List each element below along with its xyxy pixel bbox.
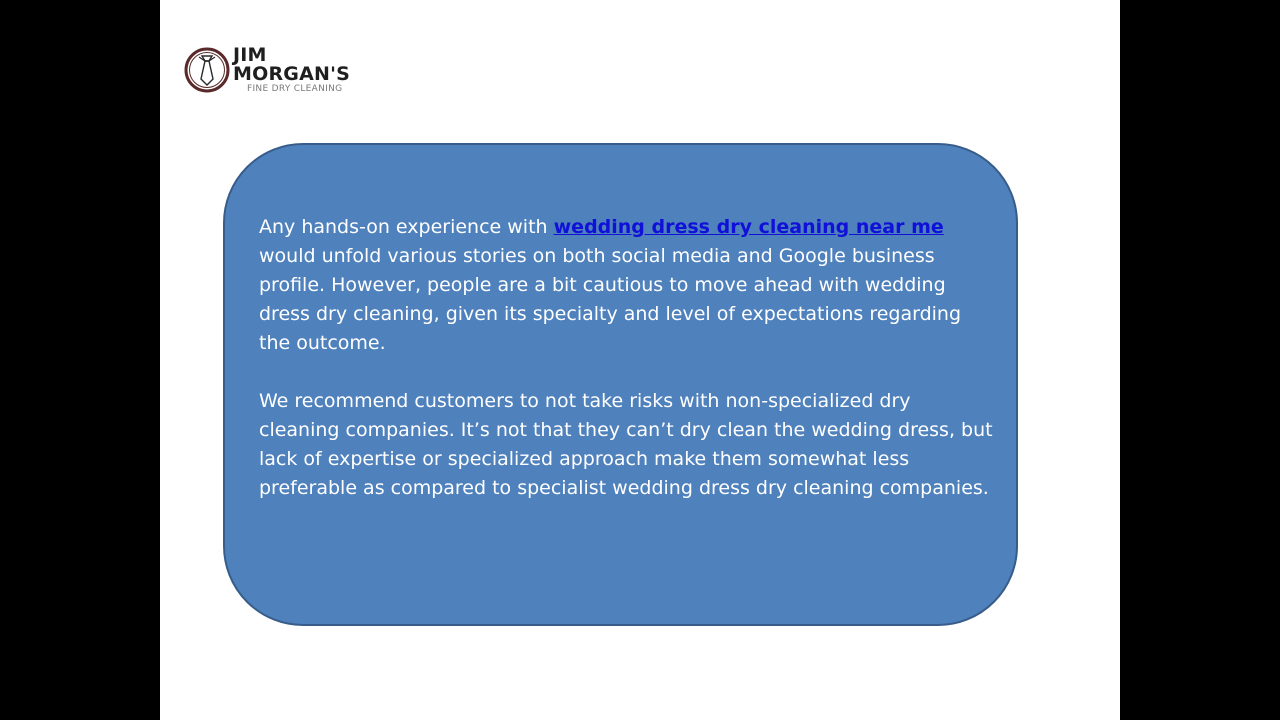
- presentation-slide: [160, 0, 1120, 720]
- paragraph-2: We recommend customers to not take risks with non-specialized dry cleaning companies. It’s not that they can’t dry clean the wedding dress, but lack of expertise or specialized approach make them somewhat less preferable as compared to specialist wedding dress dry cleaning companies.: [259, 390, 993, 499]
- content-text: [259, 213, 994, 532]
- paragraph-1-rest: would unfold various stories on both social media and Google business profile. However, people are a bit cautious to move ahead with wedding dress dry cleaning, given its specialty and level of expectations regarding the outcome.: [259, 245, 962, 354]
- company-logo: [184, 44, 374, 96]
- tie-logo-icon: [184, 47, 230, 93]
- paragraph-1-intro: Any hands-on experience with: [259, 216, 554, 238]
- content-panel: [223, 143, 1018, 626]
- logo-subtitle: FINE DRY CLEANING: [247, 84, 343, 94]
- paragraph-1: [259, 213, 994, 358]
- logo-title: JIM MORGAN'S: [233, 44, 350, 85]
- wedding-dress-dry-cleaning-link[interactable]: wedding dress dry cleaning near me: [553, 216, 944, 238]
